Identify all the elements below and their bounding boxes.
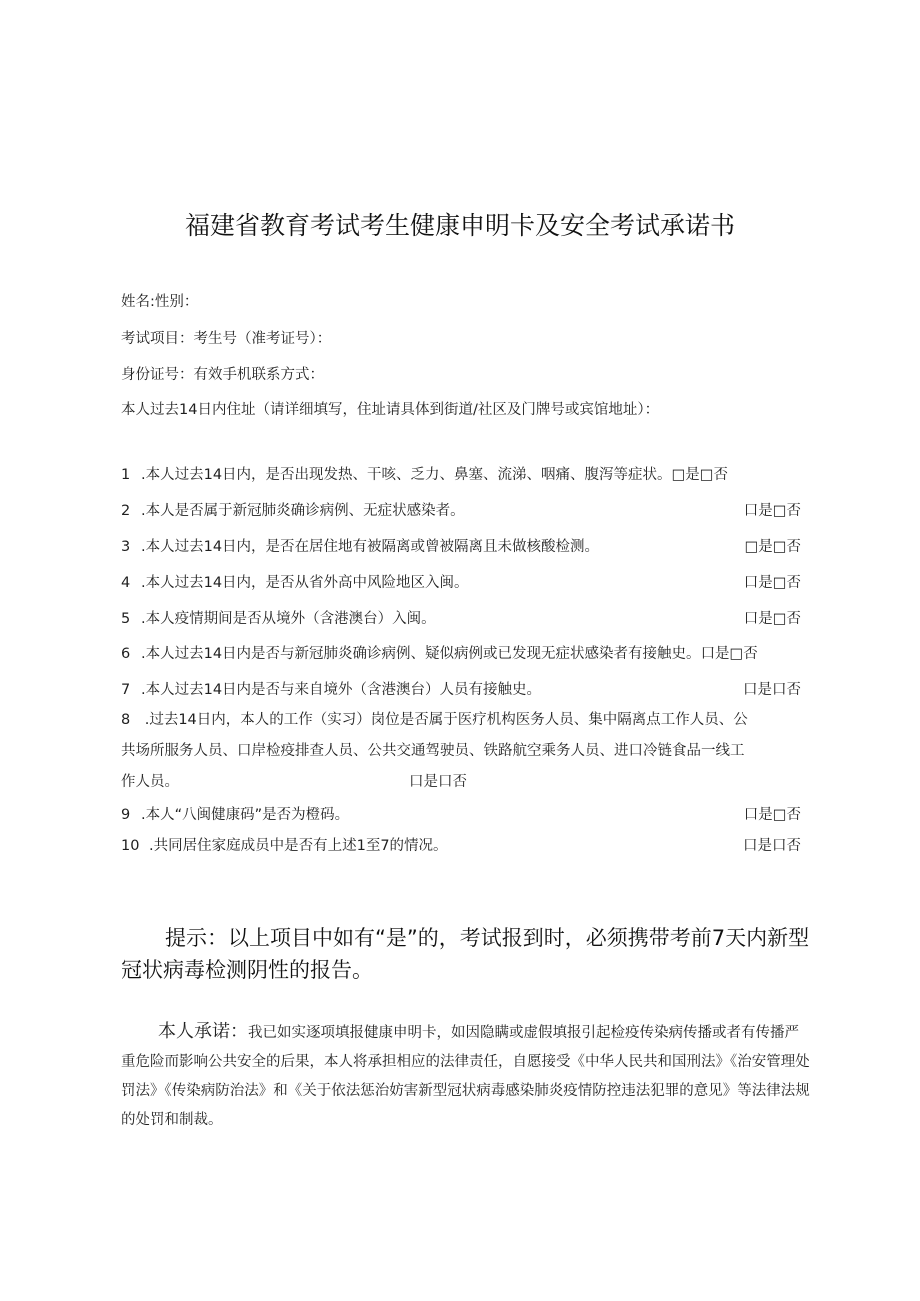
question-text: .共同居住家庭成员中是否有上述1至7的情况。 [149,838,448,854]
question-options: 口是□否 [700,646,758,662]
hint-paragraph: 提示：以上项目中如有“是”的，考试报到时，必须携带考前7天内新型冠状病毒检测阴性的报告。 [121,926,810,982]
page-title: 福建省教育考试考生健康申明卡及安全考试承诺书 [184,211,735,240]
question-options: 口是口否 [409,774,467,790]
question-options: 口是□否 [743,575,801,591]
question-options: □是□否 [744,539,801,555]
promise-lead: 本人承诺： [158,1021,248,1042]
question-8-line-3 [121,767,801,798]
question-text: .本人过去14日内，是否在居住地有被隔离或曾被隔离且未做核酸检测。 [141,539,600,555]
question-item [121,803,801,824]
question-item [121,571,801,592]
promise-paragraph [121,1017,811,1135]
question-item [121,607,801,628]
question-number: 6 [121,646,131,662]
question-item-8 [121,705,801,798]
question-text: .本人过去14日内是否与来自境外（含港澳台）人员有接触史。 [141,682,542,698]
name-gender-field: 姓名:性别： [121,294,199,310]
question-number: 5 [121,611,131,627]
question-options: 口是□否 [743,611,801,627]
question-text: .本人过去14日内，是否出现发热、干咳、乏力、鼻塞、流涕、咽痛、腹泻等症状。 [141,467,672,483]
question-number: 2 [121,503,131,519]
promise-body: 我已如实逐项填报健康申明卡，如因隐瞒或虚假填报引起检疫传染病传播或者有传播严重危险而影响公共安全的后果，本人将承担相应的法律责任，自愿接受《中华人民共和国刑法》《治安管理处罚法》《传染病防治法》和《关于依法惩治妨害新型冠状病毒感染肺炎疫情防控违法犯罪的意见》等法律法规的处罚和制裁。 [121,1025,810,1128]
question-number: 4 [121,575,131,591]
question-number: 1 [121,467,131,483]
question-options: 口是口否 [743,682,801,698]
question-number: 9 [121,807,131,823]
question-item [121,463,801,484]
exam-item-field: 考试项目：考生号（准考证号）： [121,331,332,347]
question-options: 口是□否 [743,807,801,823]
question-text: .本人是否属于新冠肺炎确诊病例、无症状感染者。 [141,503,465,519]
question-text: .本人疫情期间是否从境外（含港澳台）入闽。 [141,611,436,627]
question-text: .本人“八闽健康码”是否为橙码。 [141,807,350,823]
question-number: 10 [121,838,140,854]
question-text: .本人过去14日内是否与新冠肺炎确诊病例、疑似病例或已发现无症状感染者有接触史。 [141,646,701,662]
question-item [121,642,801,663]
question-8-line-2: 共场所服务人员、口岸检疫排查人员、公共交通驾驶员、铁路航空乘务人员、进口冷链食品一线工 [121,743,745,759]
question-number: 3 [121,539,131,555]
question-text: .本人过去14日内，是否从省外高中风险地区入闽。 [141,575,469,591]
question-item [121,499,801,520]
question-item [121,535,801,556]
question-options: □是□否 [671,467,728,483]
question-options: 口是口否 [743,838,801,854]
question-item [121,834,801,855]
question-8-line-1: 8 .过去14日内，本人的工作（实习）岗位是否属于医疗机构医务人员、集中隔离点工作人员、公 [121,712,748,728]
id-phone-field: 身份证号：有效手机联系方式： [121,367,324,383]
address-field: 本人过去14日内住址（请详细填写，住址请具体到街道/社区及门牌号或宾馆地址）： [121,402,660,418]
question-options: 口是□否 [743,503,801,519]
question-8-line-3-text: 作人员。 [121,774,179,790]
question-number: 7 [121,682,131,698]
question-item [121,678,801,699]
